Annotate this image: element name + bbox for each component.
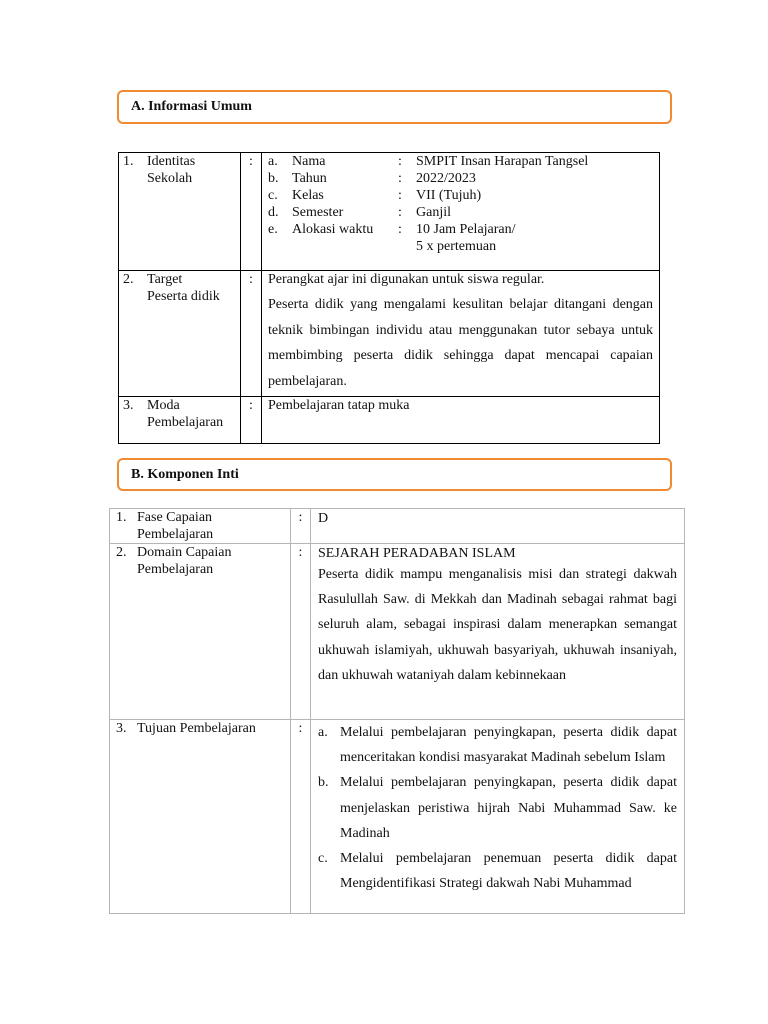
nama-value: SMPIT Insan Harapan Tangsel [416, 154, 589, 169]
target-text [262, 271, 659, 394]
separator: : [241, 271, 262, 397]
tujuan-list [311, 720, 684, 896]
moda-row [119, 397, 660, 444]
separator: : [291, 509, 311, 544]
alokasi-key: Alokasi waktu [292, 222, 374, 237]
semester-value: Ganjil [416, 205, 451, 220]
alokasi-value-cont: 5 x pertemuan [416, 239, 497, 254]
list-item: c. Melalui pembelajaran penemuan peserta didik dapat Mengidentifikasi Strategi dakwah Nabi Muhammad [318, 851, 677, 892]
semester-key: Semester [292, 205, 344, 220]
domain-text: Peserta didik mampu menganalisis misi dan strategi dakwah Rasulullah Saw. di Mekkah dan Madinah sebagai rahmat bagi seluruh alam, sebagai inspirasi dalam menerapkan semangat ukhuwah islamiyah, ukhuwah basyariyah, ukhuwah insaniyah, dan ukhuwah wataniyah dalam kebinnekaan [318, 567, 677, 683]
separator: : [291, 544, 311, 720]
tujuan-row [110, 720, 685, 914]
nama-key: Nama [292, 154, 326, 169]
separator: : [291, 720, 311, 914]
komponen-inti-table [109, 508, 685, 914]
domain-value [311, 544, 684, 688]
kelas-key: Kelas [292, 188, 324, 203]
list-item: a. Melalui pembelajaran penyingkapan, peserta didik dapat menceritakan kondisi masyarakat Madinah sebelum Islam [318, 725, 677, 766]
tahun-key: Tahun [292, 171, 327, 186]
identitas-label: 1. Identitas Sekolah [123, 154, 196, 186]
list-item: b. Melalui pembelajaran penyingkapan, peserta didik dapat menjelaskan peristiwa hijrah Nabi Muhammad Saw. ke Madinah [318, 775, 677, 841]
separator: : [241, 397, 262, 444]
fase-row [110, 509, 685, 544]
target-row [119, 271, 660, 397]
target-p1: Perangkat ajar ini digunakan untuk siswa regular. [268, 272, 545, 287]
domain-row [110, 544, 685, 720]
target-p2: Peserta didik yang mengalami kesulitan belajar ditangani dengan teknik bimbingan individu atau menggunakan tutor sebaya untuk membimbing peserta didik sehingga dapat mencapai capaian pembelajaran. [268, 297, 653, 389]
moda-value: Pembelajaran tatap muka [268, 398, 410, 413]
section-b-header [117, 458, 672, 491]
domain-heading: SEJARAH PERADABAN ISLAM [318, 546, 516, 561]
identitas-values: a. Nama : SMPIT Insan Harapan Tangsel b. Tahun : 2022/2023 c. Kelas : VII (Tujuh) d. Semester : Ganjil e. Alokasi waktu : 10 Jam Pelajaran/ 5 x pertemuan [262, 153, 659, 255]
informasi-umum-table [118, 152, 660, 444]
moda-label: 3. Moda Pembelajaran [123, 398, 224, 430]
domain-label: 2. Domain Capaian Pembelajaran [116, 545, 232, 577]
alokasi-value: 10 Jam Pelajaran/ [416, 222, 516, 237]
identitas-row [119, 153, 660, 271]
section-a-title: A. Informasi Umum [131, 99, 252, 114]
fase-label: 1. Fase Capaian Pembelajaran [116, 510, 214, 542]
tahun-value: 2022/2023 [416, 171, 476, 186]
section-b-title: B. Komponen Inti [131, 466, 239, 482]
kelas-value: VII (Tujuh) [416, 188, 482, 203]
fase-value: D [318, 511, 329, 526]
separator: : [241, 153, 262, 271]
target-label: 2. Target Peserta didik [123, 272, 220, 304]
section-a-header [117, 90, 672, 124]
tujuan-label: 3. Tujuan Pembelajaran [116, 721, 256, 736]
